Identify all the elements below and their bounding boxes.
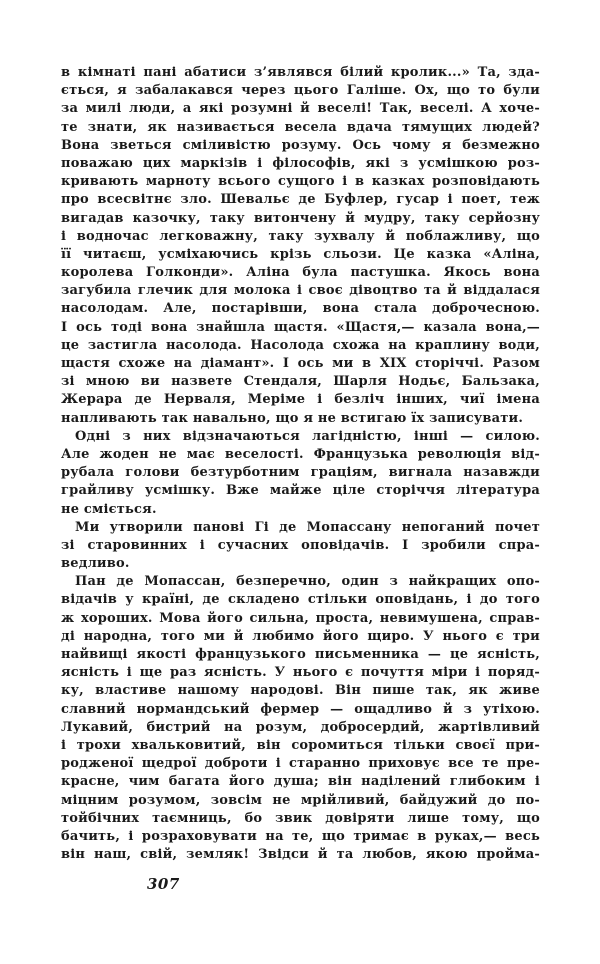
- text-line: щастя схоже на діамант». І ось ми в XIX сторіччі. Разом: [61, 356, 540, 371]
- text-line: кривають марноту всього сущого і в казках розповідають: [61, 174, 540, 190]
- text-line: І ось тоді вона знайшла щастя. «Щастя,— казала вона,—: [61, 319, 540, 335]
- text-line: загубила глечик для молока і своє дівоцтво та й віддалася: [61, 283, 540, 299]
- text-line: в кімнаті пані абатиси з’являвся білий кролик...» Та, зда-: [61, 65, 540, 80]
- text-line: тойбічних таємниць, бо звик довіряти лише тому, що: [61, 810, 540, 826]
- text-line: бачить, і розраховувати на те, що тримає в руках,— весь: [61, 828, 540, 844]
- text-line: красне, чим багата його душа; він наділений глибоким і: [61, 774, 540, 790]
- text-line: Пан де Мопассан, безперечно, один з найкращих опо-: [75, 574, 540, 590]
- text-line: її читаєш, усміхаючись крізь сльози. Це казка «Аліна,: [61, 246, 540, 262]
- text-line: те знати, як називається весела вдача тямущих людей?: [61, 119, 540, 135]
- text-line: славний нормандський фермер — ощадливо й з утіхою.: [61, 701, 540, 717]
- text-line: ведливо.: [61, 556, 130, 572]
- text-line: про всесвітнє зло. Шевальє де Буфлер, гусар і поет, теж: [61, 192, 540, 208]
- text-line: Жерара де Нерваля, Меріме і безліч інших, чиї імена: [61, 392, 540, 408]
- text-line: Лукавий, бистрий на розум, добросердий, жартівливий: [61, 719, 540, 735]
- text-line: родженої щедрої доброти і старанно приховує все те пре-: [61, 756, 540, 772]
- text-line: королева Голконди». Аліна була пастушка. Якось вона: [61, 265, 540, 281]
- text-line: вигадав казочку, таку витончену й мудру, таку серйозну: [61, 210, 540, 226]
- text-line: і водночас легковажну, таку зухвалу й поблажливу, що: [61, 228, 540, 244]
- text-line: поважаю цих маркізів і філософів, які з усмішкою роз-: [61, 155, 540, 171]
- text-line: напливають так навально, що я не встигаю їх записувати.: [61, 410, 524, 426]
- page-number: 307: [147, 875, 180, 893]
- text-line: Ми утворили панові Гі де Мопассану непоганий почет: [75, 519, 540, 535]
- text-line: Вона зветься сміливістю розуму. Ось чому я безмежно: [61, 137, 540, 153]
- text-line: він наш, свій, земляк! Звідси й та любов, якою пройма-: [61, 847, 540, 863]
- text-line: не сміється.: [61, 501, 157, 517]
- text-line: насолодам. Але, постарівши, вона стала доброчесною.: [61, 301, 540, 317]
- text-line: ясність і ще раз ясність. У нього є почуття міри і поряд-: [61, 665, 540, 681]
- text-line: міцним розумом, зовсім не мрійливий, байдужий до по-: [61, 792, 540, 808]
- text-line: ку, властиве нашому народові. Він пише так, як живе: [61, 683, 540, 699]
- text-line: відачів у країні, де складено стільки оповідань, і до того: [61, 592, 540, 608]
- text-line: це застигла насолода. Насолода схожа на краплину води,: [61, 337, 540, 353]
- text-line: за милі люди, а які розумні й веселі! Так, веселі. А хоче-: [61, 101, 540, 117]
- text-line: Але жоден не має веселості. Французька революція від-: [61, 446, 540, 462]
- text-line: і трохи хвальковитий, він соромиться тільки своєї при-: [61, 737, 540, 753]
- page-text-block: [61, 64, 540, 864]
- text-line: рубала голови безтурботним граціям, вигнала назавжди: [61, 465, 540, 481]
- text-line: зі мною ви назвете Стендаля, Шарля Нодьє, Бальзака,: [61, 374, 540, 390]
- text-line: найвищі якості французького письменника — це ясність,: [61, 647, 540, 662]
- text-line: ється, я забалакався через цього Галіше. Ох, що то були: [61, 83, 540, 99]
- text-line: грайливу усмішку. Вже майже ціле сторіччя література: [61, 483, 540, 499]
- text-line: ж хороших. Мова його сильна, проста, невимушена, справ-: [61, 610, 540, 626]
- text-line: ді народна, того ми й любимо його щиро. У нього є три: [61, 628, 540, 644]
- text-line: зі старовинних і сучасних оповідачів. І зробили спра-: [61, 537, 540, 553]
- text-line: Одні з них відзначаються лагідністю, інші — силою.: [75, 428, 540, 444]
